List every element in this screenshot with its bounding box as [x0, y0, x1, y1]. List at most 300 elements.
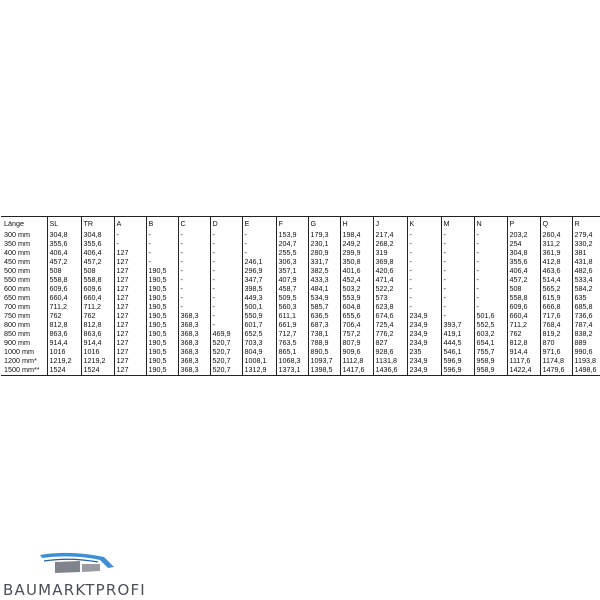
table-cell: 838,2	[572, 329, 600, 338]
table-cell: 807,9	[340, 338, 373, 347]
table-cell: 127	[114, 302, 146, 311]
table-cell: -	[407, 266, 441, 275]
row-length-cell: 550 mm	[4, 275, 30, 284]
table-cell: 471,4	[373, 275, 407, 284]
table-cell: 788,9	[308, 338, 340, 347]
table-cell: 368,3	[178, 365, 210, 376]
table-cell: 914,4	[47, 338, 81, 347]
table-cell: 1524	[47, 365, 81, 376]
table-cell: 127	[114, 329, 146, 338]
table-cell: 469,9	[210, 329, 242, 338]
table-cell: 198,4	[340, 229, 373, 239]
table-cell: 514,4	[540, 275, 572, 284]
table-cell: 203,2	[507, 229, 540, 239]
row-length-cell: 300 mm	[4, 230, 30, 239]
table-cell: -	[474, 248, 507, 257]
table-cell: -	[474, 293, 507, 302]
column-header: M	[441, 217, 474, 230]
table-cell: -	[441, 266, 474, 275]
column-header: Q	[540, 217, 572, 230]
row-length-cell: 450 mm	[4, 257, 30, 266]
table-cell: 406,4	[81, 248, 114, 257]
table-cell: 393,7	[441, 320, 474, 329]
table-cell: -	[474, 229, 507, 239]
table-cell: 711,2	[507, 320, 540, 329]
table-cell: 254	[507, 239, 540, 248]
table-cell: -	[178, 257, 210, 266]
table-cell: 306,3	[276, 257, 308, 266]
table-header-row	[1, 217, 600, 230]
table-cell: 909,6	[340, 347, 373, 356]
table-cell: 127	[114, 275, 146, 284]
table-cell: 1312,9	[242, 365, 276, 376]
table-cell: 703,3	[242, 338, 276, 347]
table-row	[1, 266, 600, 275]
table-cell: 661,9	[276, 320, 308, 329]
table-cell: 1436,6	[373, 365, 407, 376]
table-cell: 553,9	[340, 293, 373, 302]
table-cell: 127	[114, 338, 146, 347]
table-cell: 712,7	[276, 329, 308, 338]
table-cell: 355,6	[81, 239, 114, 248]
table-cell: 412,8	[540, 257, 572, 266]
table-cell: 520,7	[210, 356, 242, 365]
table-cell: 420,6	[373, 266, 407, 275]
table-cell: 153,9	[276, 229, 308, 239]
table-cell: 433,3	[308, 275, 340, 284]
table-cell: 1422,4	[507, 365, 540, 376]
table-cell: 550,9	[242, 311, 276, 320]
table-cell: 584,2	[572, 284, 600, 293]
table-cell: 127	[114, 311, 146, 320]
table-cell: -	[210, 275, 242, 284]
table-cell: -	[146, 257, 178, 266]
table-cell: 604,8	[340, 302, 373, 311]
table-cell: -	[210, 320, 242, 329]
row-length-cell: 650 mm	[4, 293, 30, 302]
table-row	[1, 347, 600, 356]
table-cell: 762	[81, 311, 114, 320]
table-cell: 685,8	[572, 302, 600, 311]
table-cell: -	[210, 257, 242, 266]
table-cell: 660,4	[47, 293, 81, 302]
table-cell: 501,6	[474, 311, 507, 320]
table-cell: 655,6	[340, 311, 373, 320]
table-cell: 666,8	[540, 302, 572, 311]
table-cell: 870	[540, 338, 572, 347]
table-cell: 179,3	[308, 229, 340, 239]
table-row	[1, 356, 600, 365]
table-cell: 330,2	[572, 239, 600, 248]
table-cell: 1193,8	[572, 356, 600, 365]
table-cell: 355,6	[47, 239, 81, 248]
table-cell: -	[441, 229, 474, 239]
row-length-cell: 850 mm	[4, 329, 30, 338]
table-cell: -	[146, 229, 178, 239]
table-cell: 190,5	[146, 365, 178, 376]
table-cell: 127	[114, 365, 146, 376]
table-cell: 368,3	[178, 320, 210, 329]
table-cell: 127	[114, 293, 146, 302]
table-cell: 990,6	[572, 347, 600, 356]
row-length-cell: 1200 mm*	[4, 356, 37, 365]
table-cell: 190,5	[146, 320, 178, 329]
table-cell: -	[210, 284, 242, 293]
column-header: C	[178, 217, 210, 230]
table-cell: -	[178, 302, 210, 311]
table-row	[1, 365, 600, 376]
table-cell: 368,3	[178, 356, 210, 365]
table-row	[1, 338, 600, 347]
table-cell: 311,2	[540, 239, 572, 248]
column-header: J	[373, 217, 407, 230]
table-cell: -	[178, 284, 210, 293]
logo-text: BAUMARKTPROFI	[3, 581, 146, 599]
column-header: P	[507, 217, 540, 230]
table-cell: 585,7	[308, 302, 340, 311]
table-cell: 768,4	[540, 320, 572, 329]
table-cell: -	[114, 229, 146, 239]
table-cell: 1008,1	[242, 356, 276, 365]
table-cell: 234,9	[407, 365, 441, 376]
row-length-cell: 900 mm	[4, 338, 30, 347]
table-cell: 304,8	[81, 229, 114, 239]
table-cell: 457,2	[81, 257, 114, 266]
table-cell: 596,9	[441, 365, 474, 376]
table-cell: 190,5	[146, 356, 178, 365]
table-cell: 127	[114, 257, 146, 266]
table-cell: -	[407, 302, 441, 311]
table-cell: 190,5	[146, 266, 178, 275]
table-cell: 674,6	[373, 311, 407, 320]
table-cell: 958,9	[474, 356, 507, 365]
table-cell: 500,1	[242, 302, 276, 311]
table-cell: 558,8	[507, 293, 540, 302]
table-cell: 508	[47, 266, 81, 275]
table-cell: 971,6	[540, 347, 572, 356]
table-cell: 234,9	[407, 320, 441, 329]
table-row	[1, 275, 600, 284]
table-cell: -	[210, 293, 242, 302]
column-header: D	[210, 217, 242, 230]
table-cell: 235	[407, 347, 441, 356]
table-cell: 304,8	[507, 248, 540, 257]
row-length-cell: 1000 mm	[4, 347, 34, 356]
table-row	[1, 284, 600, 293]
table-cell: 368,3	[178, 329, 210, 338]
table-cell: 299,9	[340, 248, 373, 257]
table-cell: -	[441, 239, 474, 248]
table-cell: -	[114, 239, 146, 248]
table-cell: -	[441, 311, 474, 320]
table-cell: 127	[114, 347, 146, 356]
table-cell: 255,5	[276, 248, 308, 257]
table-cell: 560,3	[276, 302, 308, 311]
table-cell: 706,4	[340, 320, 373, 329]
table-cell: 398,5	[242, 284, 276, 293]
table-cell: 762	[47, 311, 81, 320]
table-cell: 234,9	[407, 329, 441, 338]
column-header: N	[474, 217, 507, 230]
row-length-cell: 800 mm	[4, 320, 30, 329]
table-cell: -	[178, 229, 210, 239]
table-cell: 217,4	[373, 229, 407, 239]
table-cell: 611,1	[276, 311, 308, 320]
table-cell: -	[210, 239, 242, 248]
table-cell: 127	[114, 266, 146, 275]
table-cell: 457,2	[507, 275, 540, 284]
table-cell: 280,9	[308, 248, 340, 257]
table-cell: 603,2	[474, 329, 507, 338]
table-cell: -	[407, 284, 441, 293]
table-cell: -	[441, 284, 474, 293]
table-cell: 609,6	[507, 302, 540, 311]
table-cell: 355,6	[507, 257, 540, 266]
table-cell: 382,5	[308, 266, 340, 275]
row-length-cell: 750 mm	[4, 311, 30, 320]
table-cell: 190,5	[146, 311, 178, 320]
table-cell: 776,2	[373, 329, 407, 338]
table-cell: 928,6	[373, 347, 407, 356]
table-cell: 763,5	[276, 338, 308, 347]
table-cell: 609,6	[47, 284, 81, 293]
table-cell: 509,5	[276, 293, 308, 302]
table-cell: 660,4	[507, 311, 540, 320]
table-row	[1, 311, 600, 320]
table-cell: 812,8	[81, 320, 114, 329]
table-cell: 601,7	[242, 320, 276, 329]
table-cell: -	[242, 239, 276, 248]
table-cell: 534,9	[308, 293, 340, 302]
table-cell: 190,5	[146, 284, 178, 293]
column-header: R	[572, 217, 600, 230]
table-cell: 1131,8	[373, 356, 407, 365]
table-cell: 812,8	[47, 320, 81, 329]
table-cell: 508	[507, 284, 540, 293]
column-header: A	[114, 217, 146, 230]
table-cell: 738,1	[308, 329, 340, 338]
table-cell: 596,9	[441, 356, 474, 365]
table-row	[1, 257, 600, 266]
table-cell: -	[407, 248, 441, 257]
table-cell: 623,8	[373, 302, 407, 311]
table-cell: 1219,2	[81, 356, 114, 365]
table-cell: 368,3	[178, 311, 210, 320]
table-cell: -	[441, 257, 474, 266]
column-header: TR	[81, 217, 114, 230]
table-cell: 249,2	[340, 239, 373, 248]
table-cell: 458,7	[276, 284, 308, 293]
row-length-cell: 600 mm	[4, 284, 30, 293]
table-cell: -	[407, 239, 441, 248]
table-cell: 520,7	[210, 365, 242, 376]
table-cell: 401,6	[340, 266, 373, 275]
table-cell: 522,2	[373, 284, 407, 293]
table-cell: 1417,6	[340, 365, 373, 376]
table-cell: 463,6	[540, 266, 572, 275]
table-cell: 635	[572, 293, 600, 302]
table-cell: 609,6	[81, 284, 114, 293]
table-cell: 1093,7	[308, 356, 340, 365]
table-cell: 190,5	[146, 329, 178, 338]
table-cell: 279,4	[572, 229, 600, 239]
table-cell: 304,8	[47, 229, 81, 239]
table-cell: 1112,8	[340, 356, 373, 365]
logo-swoosh-icon	[0, 548, 170, 582]
table-cell: 234,9	[407, 311, 441, 320]
table-cell: -	[474, 266, 507, 275]
table-cell: 1117,6	[507, 356, 540, 365]
table-cell: 565,2	[540, 284, 572, 293]
column-header: G	[308, 217, 340, 230]
table-cell: 296,9	[242, 266, 276, 275]
table-cell: 762	[507, 329, 540, 338]
column-header: K	[407, 217, 441, 230]
table-cell: 687,3	[308, 320, 340, 329]
row-length-cell: 700 mm	[4, 302, 30, 311]
table-body	[1, 229, 600, 376]
table-cell: 190,5	[146, 275, 178, 284]
table-cell: -	[210, 311, 242, 320]
table-cell: 865,1	[276, 347, 308, 356]
table-cell: -	[474, 284, 507, 293]
row-length-cell: 1500 mm**	[4, 365, 40, 374]
table-row	[1, 320, 600, 329]
table-cell: -	[441, 302, 474, 311]
table-cell: -	[146, 239, 178, 248]
table-row	[1, 293, 600, 302]
column-header: SL	[47, 217, 81, 230]
column-header: Länge	[4, 219, 24, 228]
table-cell: -	[146, 248, 178, 257]
table-cell: 452,4	[340, 275, 373, 284]
table-cell: 863,6	[47, 329, 81, 338]
table-cell: 863,6	[81, 329, 114, 338]
table-cell: 190,5	[146, 347, 178, 356]
table-cell: 1398,5	[308, 365, 340, 376]
column-header: E	[242, 217, 276, 230]
table-cell: -	[210, 302, 242, 311]
table-row	[1, 302, 600, 311]
table-cell: 711,2	[81, 302, 114, 311]
table-cell: 190,5	[146, 293, 178, 302]
table-cell: -	[178, 248, 210, 257]
table-cell: 406,4	[507, 266, 540, 275]
table-cell: 636,5	[308, 311, 340, 320]
table-cell: -	[178, 266, 210, 275]
table-cell: -	[178, 293, 210, 302]
baumarktprofi-logo	[0, 548, 170, 600]
table-cell: 449,3	[242, 293, 276, 302]
table-cell: 350,8	[340, 257, 373, 266]
table-cell: 757,2	[340, 329, 373, 338]
table-cell: 419,1	[441, 329, 474, 338]
table-cell: 520,7	[210, 338, 242, 347]
table-cell: 444,5	[441, 338, 474, 347]
table-cell: 914,4	[81, 338, 114, 347]
table-cell: 1174,8	[540, 356, 572, 365]
table-cell: 482,6	[572, 266, 600, 275]
table-cell: -	[407, 229, 441, 239]
table-cell: 1373,1	[276, 365, 308, 376]
row-length-cell: 400 mm	[4, 248, 30, 257]
table-cell: 711,2	[47, 302, 81, 311]
table-cell: 127	[114, 320, 146, 329]
table-cell: 717,6	[540, 311, 572, 320]
table-cell: 736,6	[572, 311, 600, 320]
table-cell: -	[441, 248, 474, 257]
row-length-cell: 350 mm	[4, 239, 30, 248]
table-cell: 369,8	[373, 257, 407, 266]
table-cell: 812,8	[507, 338, 540, 347]
table-row	[1, 229, 600, 239]
table-cell: 1068,3	[276, 356, 308, 365]
table-cell: -	[407, 275, 441, 284]
table-cell: 1016	[81, 347, 114, 356]
column-header: F	[276, 217, 308, 230]
table-cell: 804,9	[242, 347, 276, 356]
table-cell: -	[441, 275, 474, 284]
table-cell: 127	[114, 248, 146, 257]
table-cell: 1524	[81, 365, 114, 376]
table-cell: 234,9	[407, 356, 441, 365]
table-cell: 787,4	[572, 320, 600, 329]
table-cell: 319	[373, 248, 407, 257]
column-header: B	[146, 217, 178, 230]
table-cell: -	[407, 257, 441, 266]
table-cell: 268,2	[373, 239, 407, 248]
table-cell: 508	[81, 266, 114, 275]
table-cell: 1479,6	[540, 365, 572, 376]
table-cell: 368,3	[178, 347, 210, 356]
table-cell: -	[210, 229, 242, 239]
table-cell: 347,7	[242, 275, 276, 284]
table-cell: 889	[572, 338, 600, 347]
table-cell: 457,2	[47, 257, 81, 266]
table-cell: 725,4	[373, 320, 407, 329]
table-cell: -	[474, 275, 507, 284]
table-cell: 230,1	[308, 239, 340, 248]
dimension-table	[1, 216, 600, 376]
table-cell: 357,1	[276, 266, 308, 275]
table-cell: 246,1	[242, 257, 276, 266]
table-cell: 890,5	[308, 347, 340, 356]
table-cell: -	[242, 248, 276, 257]
table-cell: 546,1	[441, 347, 474, 356]
table-cell: 958,9	[474, 365, 507, 376]
table-cell: 755,7	[474, 347, 507, 356]
table-cell: 368,3	[178, 338, 210, 347]
table-cell: 484,1	[308, 284, 340, 293]
row-length-cell: 500 mm	[4, 266, 30, 275]
table-cell: -	[474, 257, 507, 266]
table-cell: 615,9	[540, 293, 572, 302]
table-cell: 520,7	[210, 347, 242, 356]
table-cell: 361,9	[540, 248, 572, 257]
table-cell: 533,4	[572, 275, 600, 284]
table-cell: -	[474, 302, 507, 311]
table-cell: 127	[114, 356, 146, 365]
table-cell: -	[474, 239, 507, 248]
table-cell: 1016	[47, 347, 81, 356]
table-row	[1, 239, 600, 248]
table-cell: 827	[373, 338, 407, 347]
table-row	[1, 248, 600, 257]
table-cell: 819,2	[540, 329, 572, 338]
table-cell: 381	[572, 248, 600, 257]
table-cell: -	[441, 293, 474, 302]
table-cell: 1498,6	[572, 365, 600, 376]
